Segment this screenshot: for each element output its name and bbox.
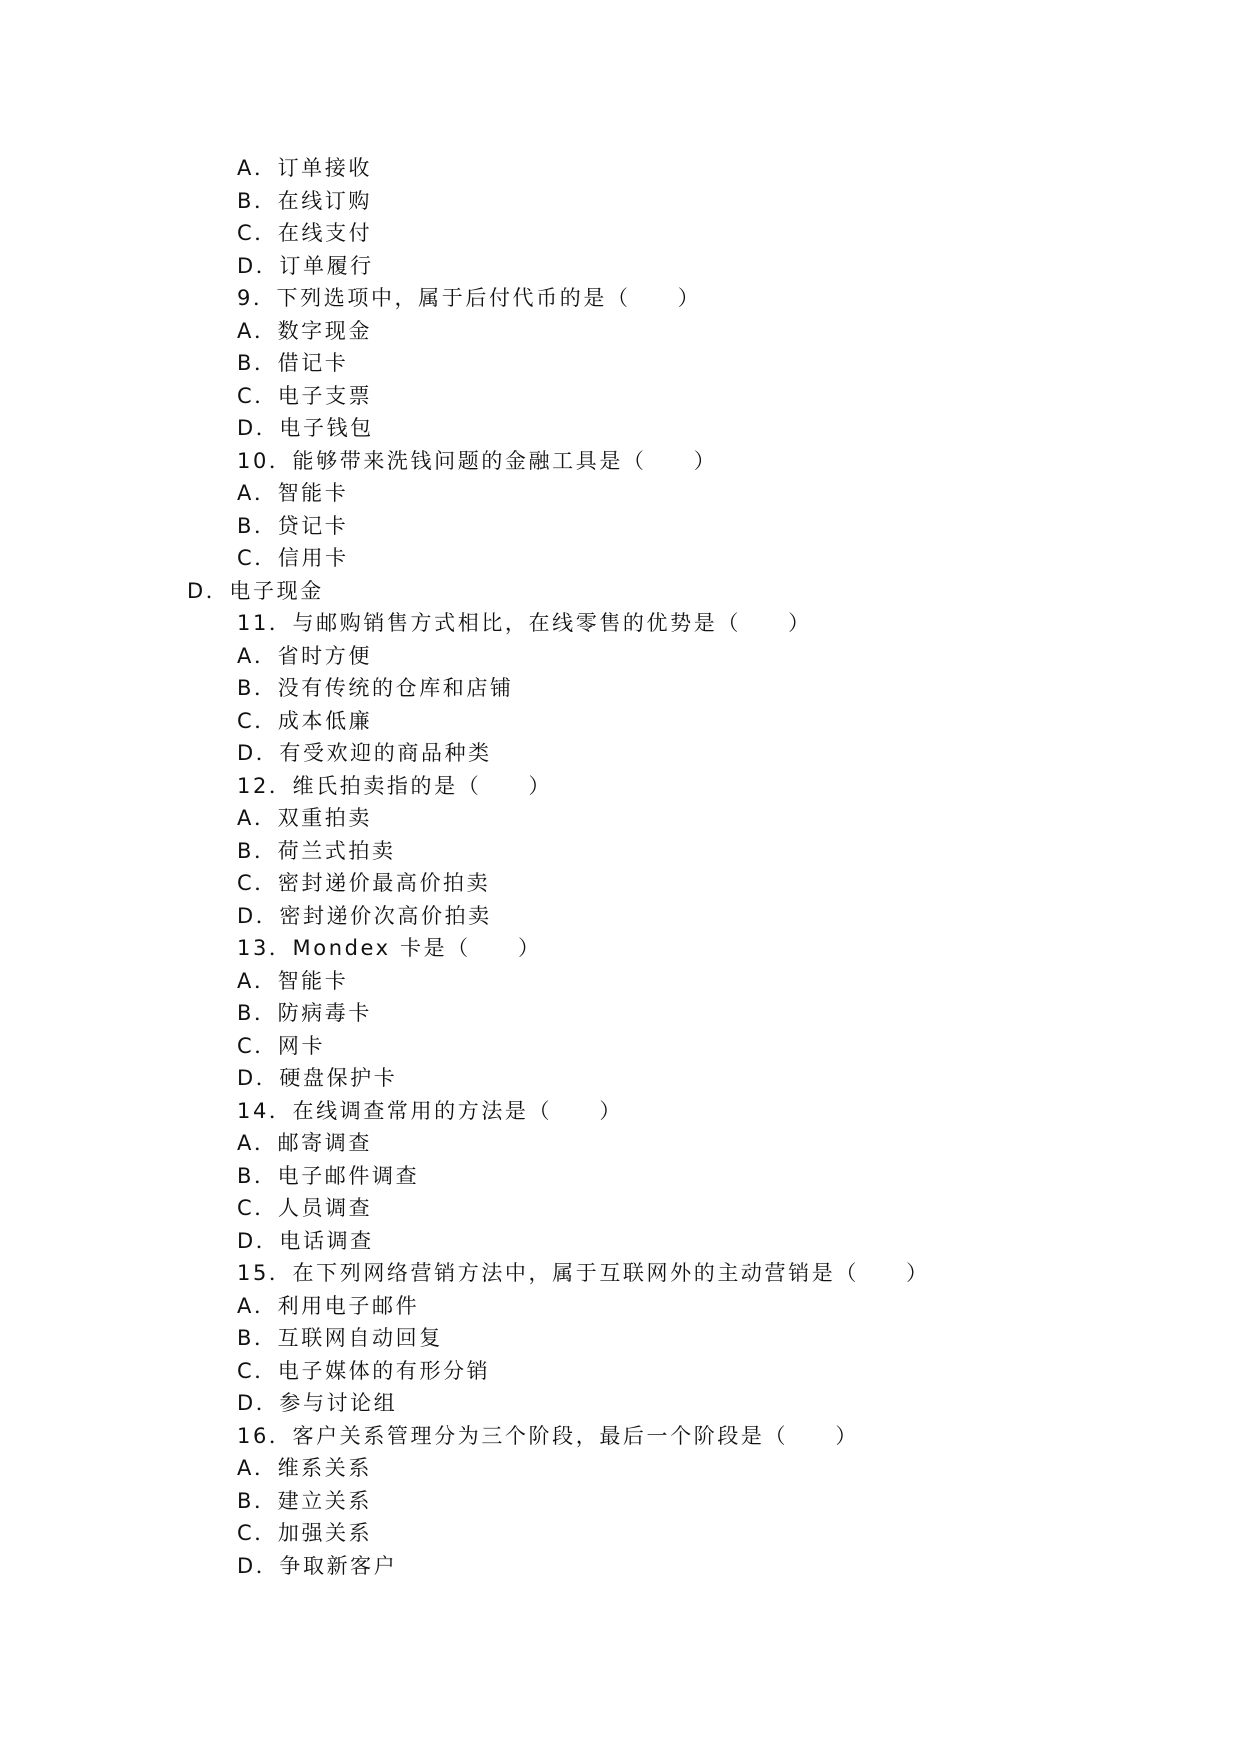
answer-option: D．有受欢迎的商品种类 (237, 741, 492, 765)
answer-option: A．利用电子邮件 (237, 1293, 420, 1318)
answer-option: D．电子现金 (187, 578, 324, 603)
answer-option: A．订单接收 (237, 156, 372, 180)
answer-option: A．双重拍卖 (237, 806, 372, 830)
answer-option: B．电子邮件调查 (237, 1163, 420, 1188)
answer-option: D．订单履行 (237, 253, 374, 278)
question-stem: 9．下列选项中，属于后付代币的是（ ） (237, 286, 702, 310)
question-list (0, 152, 1241, 1582)
question-stem: 15．在下列网络营销方法中，属于互联网外的主动营销是（ ） (237, 1261, 930, 1285)
answer-option: A．数字现金 (237, 318, 372, 343)
answer-option: D．密封递价次高价拍卖 (237, 903, 492, 928)
question-stem: 14．在线调查常用的方法是（ ） (237, 1098, 623, 1123)
answer-option: B．互联网自动回复 (237, 1326, 443, 1350)
answer-option: C．成本低廉 (237, 708, 373, 733)
answer-option: C．网卡 (237, 1033, 326, 1058)
answer-option: C．在线支付 (237, 221, 373, 245)
answer-option: D．硬盘保护卡 (237, 1066, 398, 1090)
question-stem: 13．Mondex 卡是（ ） (237, 936, 542, 960)
answer-option: B．贷记卡 (237, 513, 349, 538)
answer-option: A．智能卡 (237, 481, 349, 505)
answer-option: C．密封递价最高价拍卖 (237, 871, 491, 895)
answer-option: C．加强关系 (237, 1521, 373, 1545)
answer-option: C．电子支票 (237, 383, 373, 408)
answer-option: A．维系关系 (237, 1456, 372, 1480)
answer-option: C．电子媒体的有形分销 (237, 1358, 491, 1383)
answer-option: D．电话调查 (237, 1228, 374, 1253)
question-stem: 12．维氏拍卖指的是（ ） (237, 773, 553, 798)
answer-option: D．参与讨论组 (237, 1391, 398, 1415)
answer-option: A．省时方便 (237, 643, 372, 668)
answer-option: B．借记卡 (237, 351, 349, 375)
answer-option: B．没有传统的仓库和店铺 (237, 676, 514, 700)
answer-option: A．智能卡 (237, 968, 349, 993)
answer-option: B．荷兰式拍卖 (237, 838, 396, 863)
answer-option: A．邮寄调查 (237, 1131, 372, 1155)
answer-option: C．信用卡 (237, 546, 349, 570)
answer-option: B．在线订购 (237, 188, 373, 213)
answer-option: B．防病毒卡 (237, 1001, 373, 1025)
answer-option: C．人员调查 (237, 1196, 373, 1220)
question-stem: 11．与邮购销售方式相比，在线零售的优势是（ ） (237, 611, 812, 635)
answer-option: D．争取新客户 (237, 1553, 398, 1578)
answer-option: B．建立关系 (237, 1488, 373, 1513)
question-stem: 16．客户关系管理分为三个阶段，最后一个阶段是（ ） (237, 1423, 859, 1448)
question-stem: 10．能够带来洗钱问题的金融工具是（ ） (237, 448, 718, 473)
answer-option: D．电子钱包 (237, 416, 374, 440)
